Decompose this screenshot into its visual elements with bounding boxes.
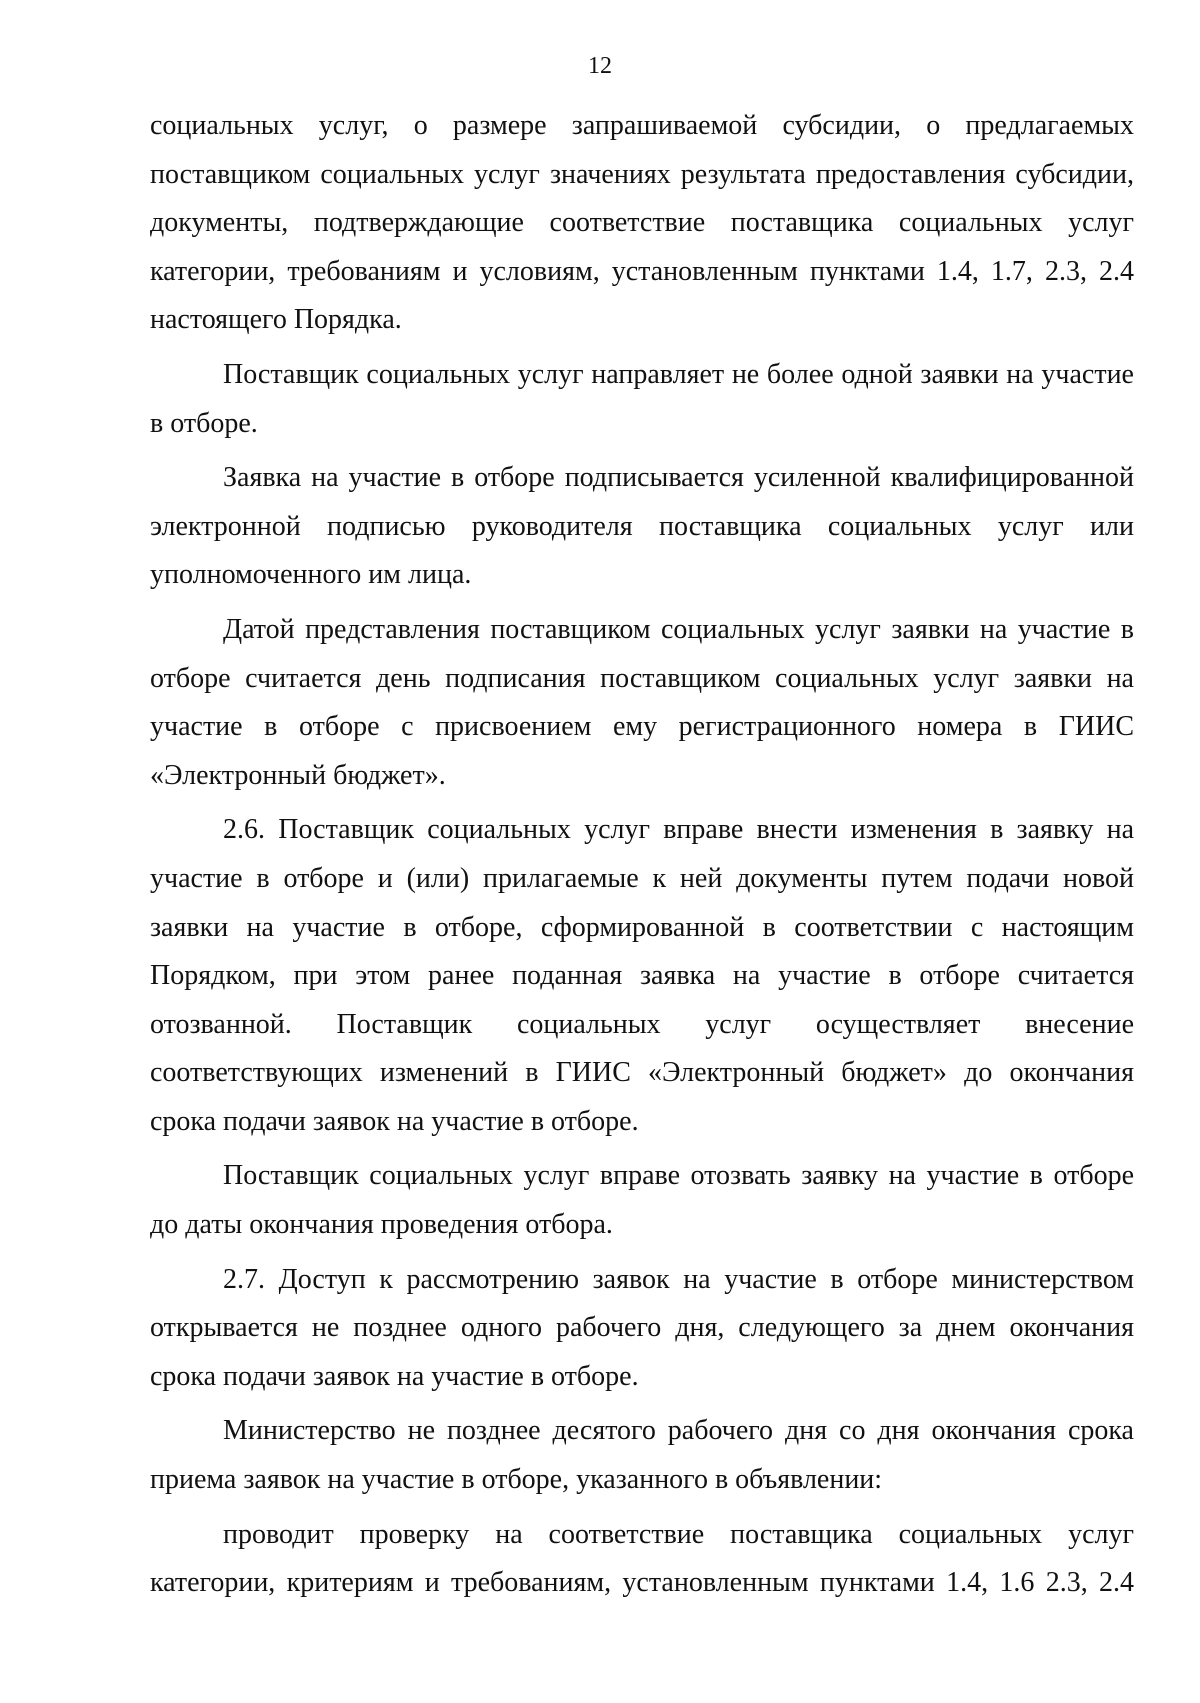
paragraph-withdrawal: Поставщик социальных услуг вправе отозвать заявку на участие в отборе до даты окончания проведения отбора. [150,1160,1134,1241]
paragraph-ministry-deadline: Министерство не позднее десятого рабочего дня со дня окончания срока приема заявок на участие в отборе, указанного в объявлении: [150,1415,1134,1496]
document-body [150,102,1134,1614]
paragraph-signature: Заявка на участие в отборе подписывается усиленной квалифицированной электронной подписью руководителя поставщика социальных услуг или уполномоченного им лица. [150,462,1134,591]
paragraph-single-application: Поставщик социальных услуг направляет не более одной заявки на участие в отборе. [150,358,1134,439]
paragraph-2-7-access: 2.7. Доступ к рассмотрению заявок на участие в отборе министерством открывается не позднее одного рабочего дня, следующего за днем окончания срока подачи заявок на участие в отборе. [150,1263,1134,1392]
page-number: 12 [588,53,612,79]
paragraph-2-6-changes: 2.6. Поставщик социальных услуг вправе внести изменения в заявку на участие в отборе и (или) прилагаемые к ней документы путем подачи новой заявки на участие в отборе, сформированной в соответствии с настоящим Порядком, при этом ранее поданная заявка на участие в отборе считается отозванной. Поставщик социальных услуг осуществляет внесение соответствующих изменений в ГИИС «Электронный бюджет» до окончания срока подачи заявок на участие в отборе. [150,814,1134,1137]
paragraph-submission-date: Датой представления поставщиком социальных услуг заявки на участие в отборе считается день подписания поставщиком социальных услуг заявки на участие в отборе с присвоением ему регистрационного номера в ГИИС «Электронный бюджет». [150,613,1134,791]
paragraph-verification: проводит проверку на соответствие поставщика социальных услуг категории, критериям и требованиям, установленным пунктами 1.4, 1.6 2.3, 2.4 [150,1518,1134,1599]
paragraph-continuation: социальных услуг, о размере запрашиваемой субсидии, о предлагаемых поставщиком социальных услуг значениях результата предоставления субсидии, документы, подтверждающие соответствие поставщика социальных услуг категории, требованиям и условиям, установленным пунктами 1.4, 1.7, 2.3, 2.4 настоящего Порядка. [150,110,1134,336]
